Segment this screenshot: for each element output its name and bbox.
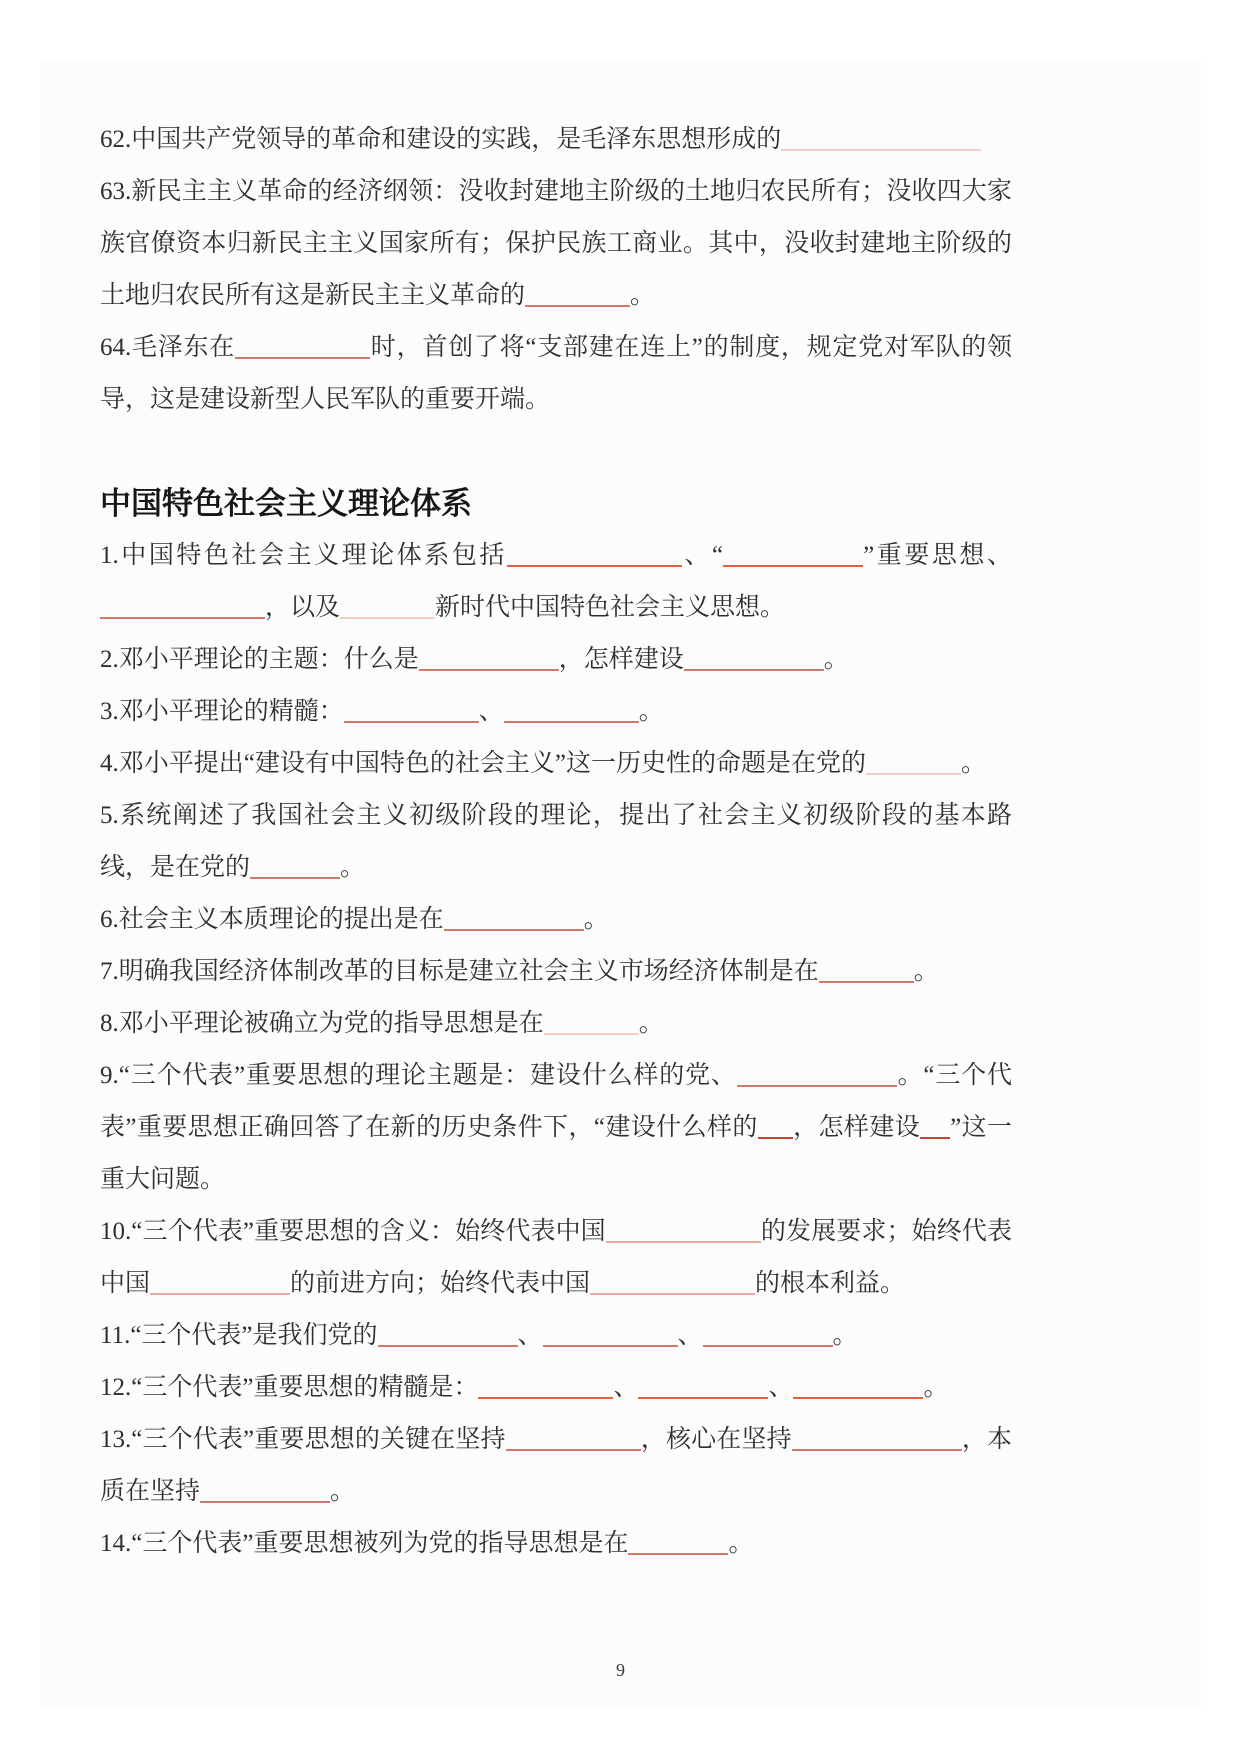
question-text: 3.邓小平理论的精髓： — [100, 698, 344, 725]
question-text: 。 — [630, 282, 656, 309]
question-text: 11.“三个代表”是我们党的 — [100, 1322, 378, 1349]
question-text: 。 — [923, 1374, 949, 1401]
section-heading: 中国特色社会主义理论体系 — [100, 486, 472, 521]
question-text: 、 — [677, 1322, 703, 1349]
fill-in-blank — [506, 1425, 641, 1451]
fill-in-blank — [525, 281, 630, 307]
question-text: 。 — [638, 1010, 664, 1037]
question-text: 新时代中国特色社会主义思想。 — [435, 594, 786, 621]
question-text: 。 — [913, 958, 939, 985]
question-text: 。 — [340, 854, 366, 881]
question-text: ，核心在坚持 — [640, 1426, 792, 1453]
question-item — [100, 1414, 1012, 1518]
question-text: 4.邓小平提出“建设有中国特色的社会主义”这一历史性的命题是在党的 — [100, 750, 866, 777]
question-text: 12.“三个代表”重要思想的精髓是： — [100, 1374, 479, 1401]
question-item — [100, 322, 1012, 426]
fill-in-blank — [792, 1425, 962, 1451]
question-text: 7.明确我国经济体制改革的目标是建立社会主义市场经济体制是在 — [100, 958, 819, 985]
question-text: 。 — [832, 1322, 858, 1349]
question-text: 8.邓小平理论被确立为党的指导思想是在 — [100, 1010, 544, 1037]
fill-in-blank — [737, 1061, 897, 1087]
question-text: 6.社会主义本质理论的提出是在 — [100, 906, 444, 933]
question-item — [100, 1362, 1012, 1414]
question-item — [100, 114, 1012, 166]
fill-in-blank — [150, 1269, 290, 1295]
fill-in-blank — [340, 593, 435, 619]
question-text: 。 — [728, 1530, 754, 1557]
question-item — [100, 530, 1012, 634]
question-text: 1.中国特色社会主义理论体系包括 — [100, 542, 507, 569]
fill-in-blank — [781, 125, 981, 151]
question-text: 。 — [960, 750, 986, 777]
question-item — [100, 790, 1012, 894]
fill-in-blank — [419, 645, 559, 671]
fill-in-blank — [200, 1477, 330, 1503]
fill-in-blank — [250, 853, 340, 879]
fill-in-blank — [504, 697, 639, 723]
fill-in-blank — [628, 1529, 728, 1555]
question-text: 时，首创了将“支部建在连上”的制度，规定党对军队的领导，这是建设新型人民军队的重要开端。 — [100, 334, 1012, 413]
fill-in-blank — [723, 541, 863, 567]
question-text: ”这一重大问题。 — [100, 1114, 1012, 1193]
fill-in-blank — [478, 1373, 613, 1399]
page-content — [100, 114, 1012, 1570]
question-item — [100, 634, 1012, 686]
question-item — [100, 1518, 1012, 1570]
question-item — [100, 166, 1012, 322]
question-item — [100, 894, 1012, 946]
question-text: 的根本利益。 — [755, 1270, 906, 1297]
question-text: 、 — [613, 1374, 639, 1401]
question-item — [100, 1050, 1012, 1206]
question-item — [100, 686, 1012, 738]
question-text: 、“ — [681, 542, 724, 569]
fill-in-blank — [590, 1269, 755, 1295]
question-text: 10.“三个代表”重要思想的含义：始终代表中国 — [100, 1218, 606, 1245]
question-item — [100, 1310, 1012, 1362]
question-item — [100, 738, 1012, 790]
fill-in-blank — [638, 1373, 768, 1399]
fill-in-blank — [819, 957, 914, 983]
question-text: ，以及 — [265, 594, 341, 621]
fill-in-blank — [793, 1373, 923, 1399]
page-number: 9 — [616, 1660, 625, 1680]
question-text: 62.中国共产党领导的革命和建设的实践，是毛泽东思想形成的 — [100, 126, 782, 153]
question-text: 。“三个代表”重要思想正确回答了在新的历史条件下，“建设什么样的 — [100, 1062, 1012, 1141]
fill-in-blank — [100, 593, 265, 619]
fill-in-blank — [235, 333, 370, 359]
question-item — [100, 946, 1012, 998]
question-text: 13.“三个代表”重要思想的关键在坚持 — [100, 1426, 506, 1453]
fill-in-blank — [544, 1009, 639, 1035]
fill-in-blank — [758, 1113, 793, 1139]
question-text: 、 — [768, 1374, 794, 1401]
fill-in-blank — [444, 905, 584, 931]
question-text: 的前进方向；始终代表中国 — [290, 1270, 591, 1297]
fill-in-blank — [606, 1217, 761, 1243]
question-item — [100, 998, 1012, 1050]
question-text: 64.毛泽东在 — [100, 334, 236, 361]
fill-in-blank — [378, 1321, 518, 1347]
question-item — [100, 1206, 1012, 1310]
question-text: ，本质在坚持 — [100, 1426, 1012, 1505]
fill-in-blank — [543, 1321, 678, 1347]
fill-in-blank — [344, 697, 479, 723]
fill-in-blank — [507, 541, 682, 567]
question-text: 。 — [823, 646, 849, 673]
fill-in-blank — [866, 749, 961, 775]
question-text: 。 — [330, 1478, 356, 1505]
question-text: 5.系统阐述了我国社会主义初级阶段的理论，提出了社会主义初级阶段的基本路线，是在党的 — [100, 802, 1012, 881]
question-text: 、 — [517, 1322, 543, 1349]
fill-in-blank — [703, 1321, 833, 1347]
question-text: 的发展要求；始终代表中国 — [100, 1218, 1012, 1297]
question-text: 。 — [583, 906, 609, 933]
question-text: 2.邓小平理论的主题：什么是 — [100, 646, 419, 673]
question-text: 14.“三个代表”重要思想被列为党的指导思想是在 — [100, 1530, 629, 1557]
question-text: 。 — [638, 698, 664, 725]
question-text: ，怎样建设 — [792, 1114, 921, 1141]
question-text: ”重要思想、 — [863, 542, 1012, 569]
question-text: 63.新民主主义革命的经济纲领：没收封建地主阶级的土地归农民所有；没收四大家族官僚资本归新民主主义国家所有；保护民族工商业。其中，没收封建地主阶级的土地归农民所有这是新民主主义革命的 — [100, 178, 1012, 309]
question-text: ，怎样建设 — [558, 646, 684, 673]
fill-in-blank — [920, 1113, 950, 1139]
fill-in-blank — [684, 645, 824, 671]
question-text: 9.“三个代表”重要思想的理论主题是：建设什么样的党、 — [100, 1062, 737, 1089]
question-text: 、 — [478, 698, 504, 725]
